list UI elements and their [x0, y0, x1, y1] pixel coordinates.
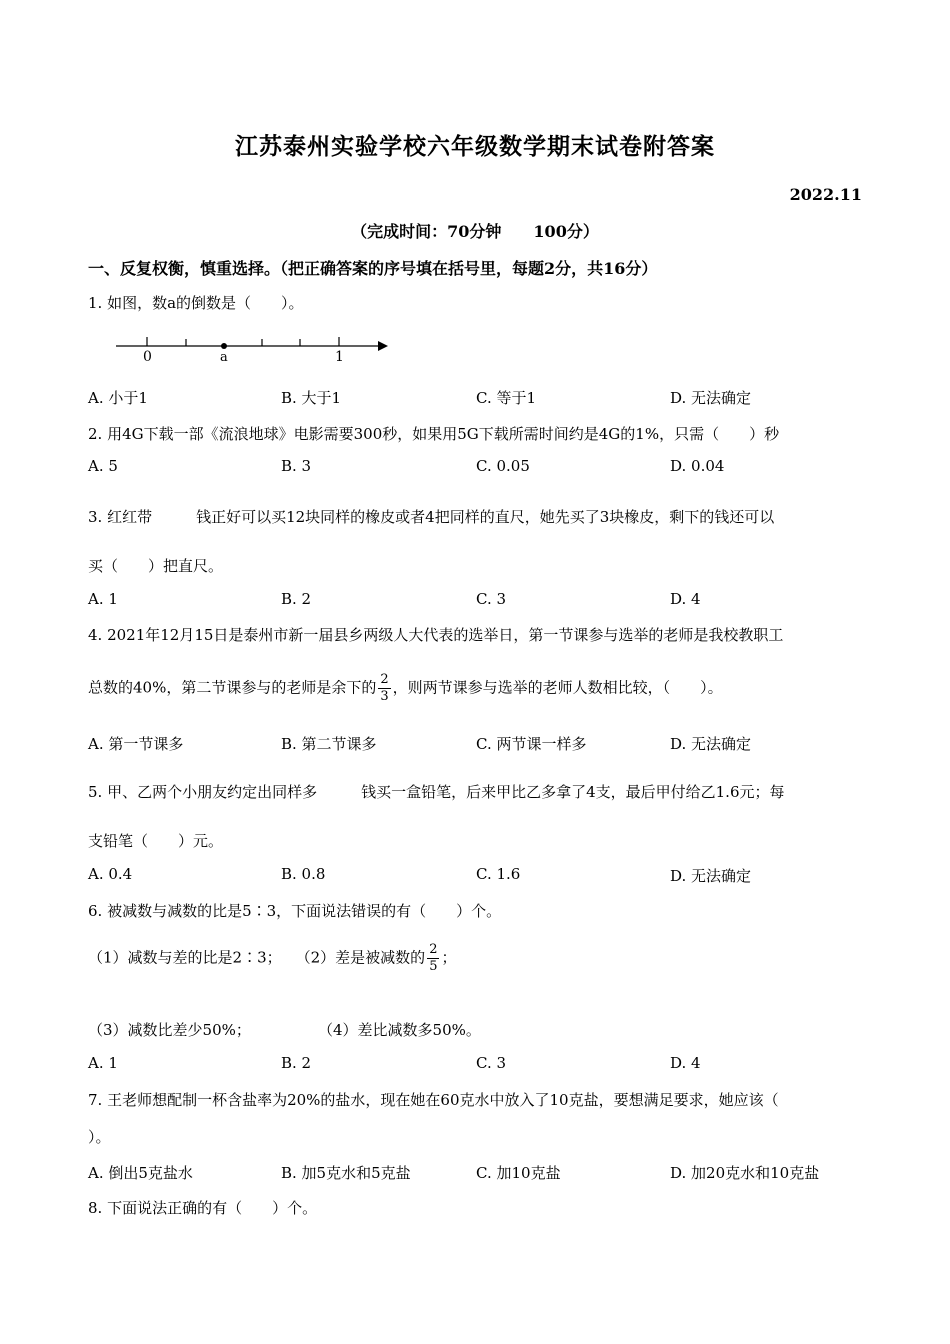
q3-option-c: C. 3 [476, 590, 507, 608]
document-title: 江苏泰州实验学校六年级数学期末试卷附答案 [235, 133, 715, 160]
question-6: 6. 被减数与减数的比是5∶3，下面说法错误的有（ ）个。 [88, 902, 502, 920]
q1-option-a: A. 小于1 [88, 389, 148, 407]
question-3-line-1 [88, 506, 774, 527]
q6-statement-2-b: ； [441, 948, 457, 967]
q4-text-b: ，则两节课参与选举的老师人数相比较，（ ）。 [392, 678, 723, 697]
fraction [427, 942, 439, 975]
fraction-numerator: 2 [380, 672, 389, 687]
q3-option-b: B. 2 [281, 590, 312, 608]
question-2: 2. 用4G下载一部《流浪地球》电影需要300秒，如果用5G下载所需时间约是4G的1%，只需（ ）秒 [88, 425, 780, 443]
q2-option-b: B. 3 [281, 457, 312, 475]
q6-option-c: C. 3 [476, 1054, 507, 1072]
q3-option-d: D. 4 [670, 590, 701, 608]
question-3-line-2: 买（ ）把直尺。 [88, 557, 224, 575]
label-a: a [220, 350, 228, 365]
fraction-denominator: 5 [429, 959, 438, 974]
question-1: 1. 如图，数a的倒数是（ ）。 [88, 294, 304, 312]
q1-option-c: C. 等于1 [476, 389, 537, 407]
q4-option-b: B. 第二节课多 [281, 735, 377, 753]
number-line-figure [110, 330, 400, 370]
time-info: （完成时间：70分钟 100分） [351, 222, 599, 241]
question-4-line-1: 4. 2021年12月15日是泰州市新一届县乡两级人大代表的选举日，第一节课参与选举的老师是我校教职工 [88, 626, 784, 644]
point-a [221, 343, 227, 349]
q7-option-c: C. 加10克盐 [476, 1164, 561, 1182]
q6-option-b: B. 2 [281, 1054, 312, 1072]
q3-text-b: 钱正好可以买12块同样的橡皮或者4把同样的直尺，她先买了3块橡皮，剩下的钱还可以 [196, 508, 775, 526]
q3-text-a: 3. 红红带 [88, 508, 153, 526]
q4-option-d: D. 无法确定 [670, 735, 752, 753]
q4-option-a: A. 第一节课多 [88, 735, 184, 753]
question-5-line-2: 支铅笔（ ）元。 [88, 832, 224, 850]
q5-option-c: C. 1.6 [476, 865, 521, 883]
q6-statement-2-a: （2）差是被减数的 [295, 948, 426, 967]
q4-option-c: C. 两节课一样多 [476, 735, 587, 753]
fraction-numerator: 2 [429, 942, 438, 957]
q4-text-a: 总数的40%，第二节课参与的老师是余下的 [88, 678, 377, 697]
q5-option-a: A. 0.4 [88, 865, 133, 883]
q2-option-d: D. 0.04 [670, 457, 725, 475]
q1-option-b: B. 大于1 [281, 389, 342, 407]
label-1: 1 [335, 349, 344, 365]
q5-option-b: B. 0.8 [281, 865, 326, 883]
q6-statement-3: （3）减数比差少50%； [88, 1021, 251, 1039]
q6-option-a: A. 1 [88, 1054, 118, 1072]
q6-option-d: D. 4 [670, 1054, 701, 1072]
q6-statements-1-2 [88, 942, 456, 975]
question-5-line-1 [88, 781, 785, 802]
label-0: 0 [143, 349, 152, 365]
fraction-denominator: 3 [380, 689, 389, 704]
fraction [378, 672, 390, 705]
q7-option-d: D. 加20克水和10克盐 [670, 1164, 820, 1182]
question-7-line-2: ）。 [88, 1128, 111, 1146]
question-7-line-1: 7. 王老师想配制一杯含盐率为20%的盐水，现在她在60克水中放入了10克盐，要想满足要求，她应该（ [88, 1091, 779, 1109]
q2-option-c: C. 0.05 [476, 457, 530, 475]
q5-text-a: 5. 甲、乙两个小朋友约定出同样多 [88, 783, 318, 801]
arrow-icon [378, 341, 388, 351]
q1-option-d: D. 无法确定 [670, 389, 752, 407]
q7-option-b: B. 加5克水和5克盐 [281, 1164, 411, 1182]
question-4-line-2 [88, 672, 723, 705]
section-heading: 一、反复权衡，慎重选择。（把正确答案的序号填在括号里，每题2分，共16分） [88, 259, 658, 278]
q5-option-d: D. 无法确定 [670, 867, 752, 885]
exam-date: 2022.11 [789, 185, 862, 204]
q6-statement-4: （4）差比减数多50%。 [318, 1021, 481, 1039]
q6-statement-1: （1）减数与差的比是2∶3； [88, 948, 282, 967]
q5-text-b: 钱买一盒铅笔，后来甲比乙多拿了4支，最后甲付给乙1.6元；每 [361, 783, 785, 801]
q3-option-a: A. 1 [88, 590, 118, 608]
q2-option-a: A. 5 [88, 457, 118, 475]
q7-option-a: A. 倒出5克盐水 [88, 1164, 193, 1182]
question-8: 8. 下面说法正确的有（ ）个。 [88, 1199, 318, 1217]
